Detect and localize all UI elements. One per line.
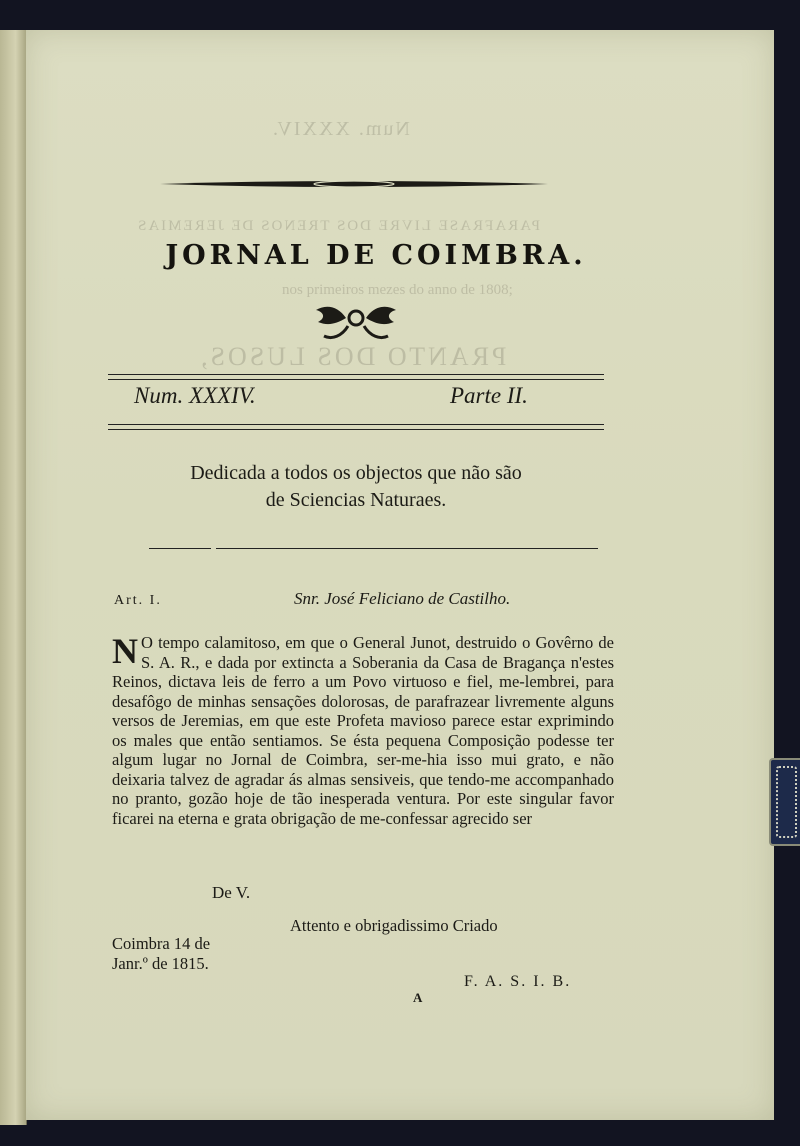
article-recipient: Snr. José Feliciano de Castilho. (294, 589, 511, 608)
bleed-through-title: PARAFRASE LIVRE DOS TRENOS DE JEREMIAS (136, 218, 540, 234)
ornament-rule (160, 180, 548, 188)
bottom-rule-1 (108, 424, 604, 425)
closing-attentive: Attento e obrigadissimo Criado (290, 916, 498, 935)
article-body-text: O tempo calamitoso, em que o General Junot, destruido o Govêrno de S. A. R., e dada por extincta a Soberania da Casa de Bragança n'estes Reinos, dictava leis de ferro a um Povo virtuoso e fiel, me-lembrei, para desafôgo de minhas sensações dolorosas, de parafrazear livremente alguns versos de Jeremias, em que este Profeta mavioso parece estar exprimindo os males que então sentiamos. Se ésta pequena Composição podesse ter algum lugar no Jornal de Coimbra, ser-me-hia isso mui grato, e não deixaria talvez de agradar ás almas sensiveis, que tendo-me accompanhado no pranto, gozão hoje de tão inesperada ventura. Por este singular favor ficarei na eterna e grata obrigação de me-confessar agrecido ser (112, 633, 614, 828)
drop-cap: N (112, 631, 138, 671)
bleed-through-heading: PRANTO DOS LUSOS, (198, 342, 507, 371)
closing-de-v: De V. (212, 883, 251, 902)
place-date-line-1: Coimbra 14 de (112, 934, 211, 953)
bleed-through-page-header: Num. XXXIV. (271, 118, 410, 140)
top-rule-1 (108, 374, 604, 375)
journal-title: JORNAL DE COIMBRA. (165, 240, 587, 271)
fleuron-ornament-icon (308, 296, 404, 344)
signature-mark: A (413, 990, 423, 1005)
document-page (26, 30, 774, 1120)
dedication-line-1: Dedicada a todos os objectos que não são (190, 462, 522, 484)
bleed-through-subtitle: nos primeiros mezes do anno de 1808; (282, 282, 513, 298)
place-date-line-2: Janr.º de 1815. (112, 954, 209, 973)
previous-page-edge (0, 30, 27, 1125)
article-label: Art. I. (114, 593, 162, 608)
bottom-rule-2 (108, 429, 604, 430)
place-date (112, 934, 210, 974)
issue-part: Parte II. (450, 383, 528, 408)
dedication-line-2: de Sciencias Naturaes. (265, 489, 447, 511)
dedication (116, 460, 596, 514)
page-clip-tab (769, 758, 800, 846)
separator-left (149, 548, 211, 549)
signature: F. A. S. I. B. (464, 973, 572, 990)
top-rule-2 (108, 379, 604, 380)
separator-right (216, 548, 598, 549)
article-body (112, 633, 614, 828)
issue-number: Num. XXXIV. (134, 383, 256, 408)
